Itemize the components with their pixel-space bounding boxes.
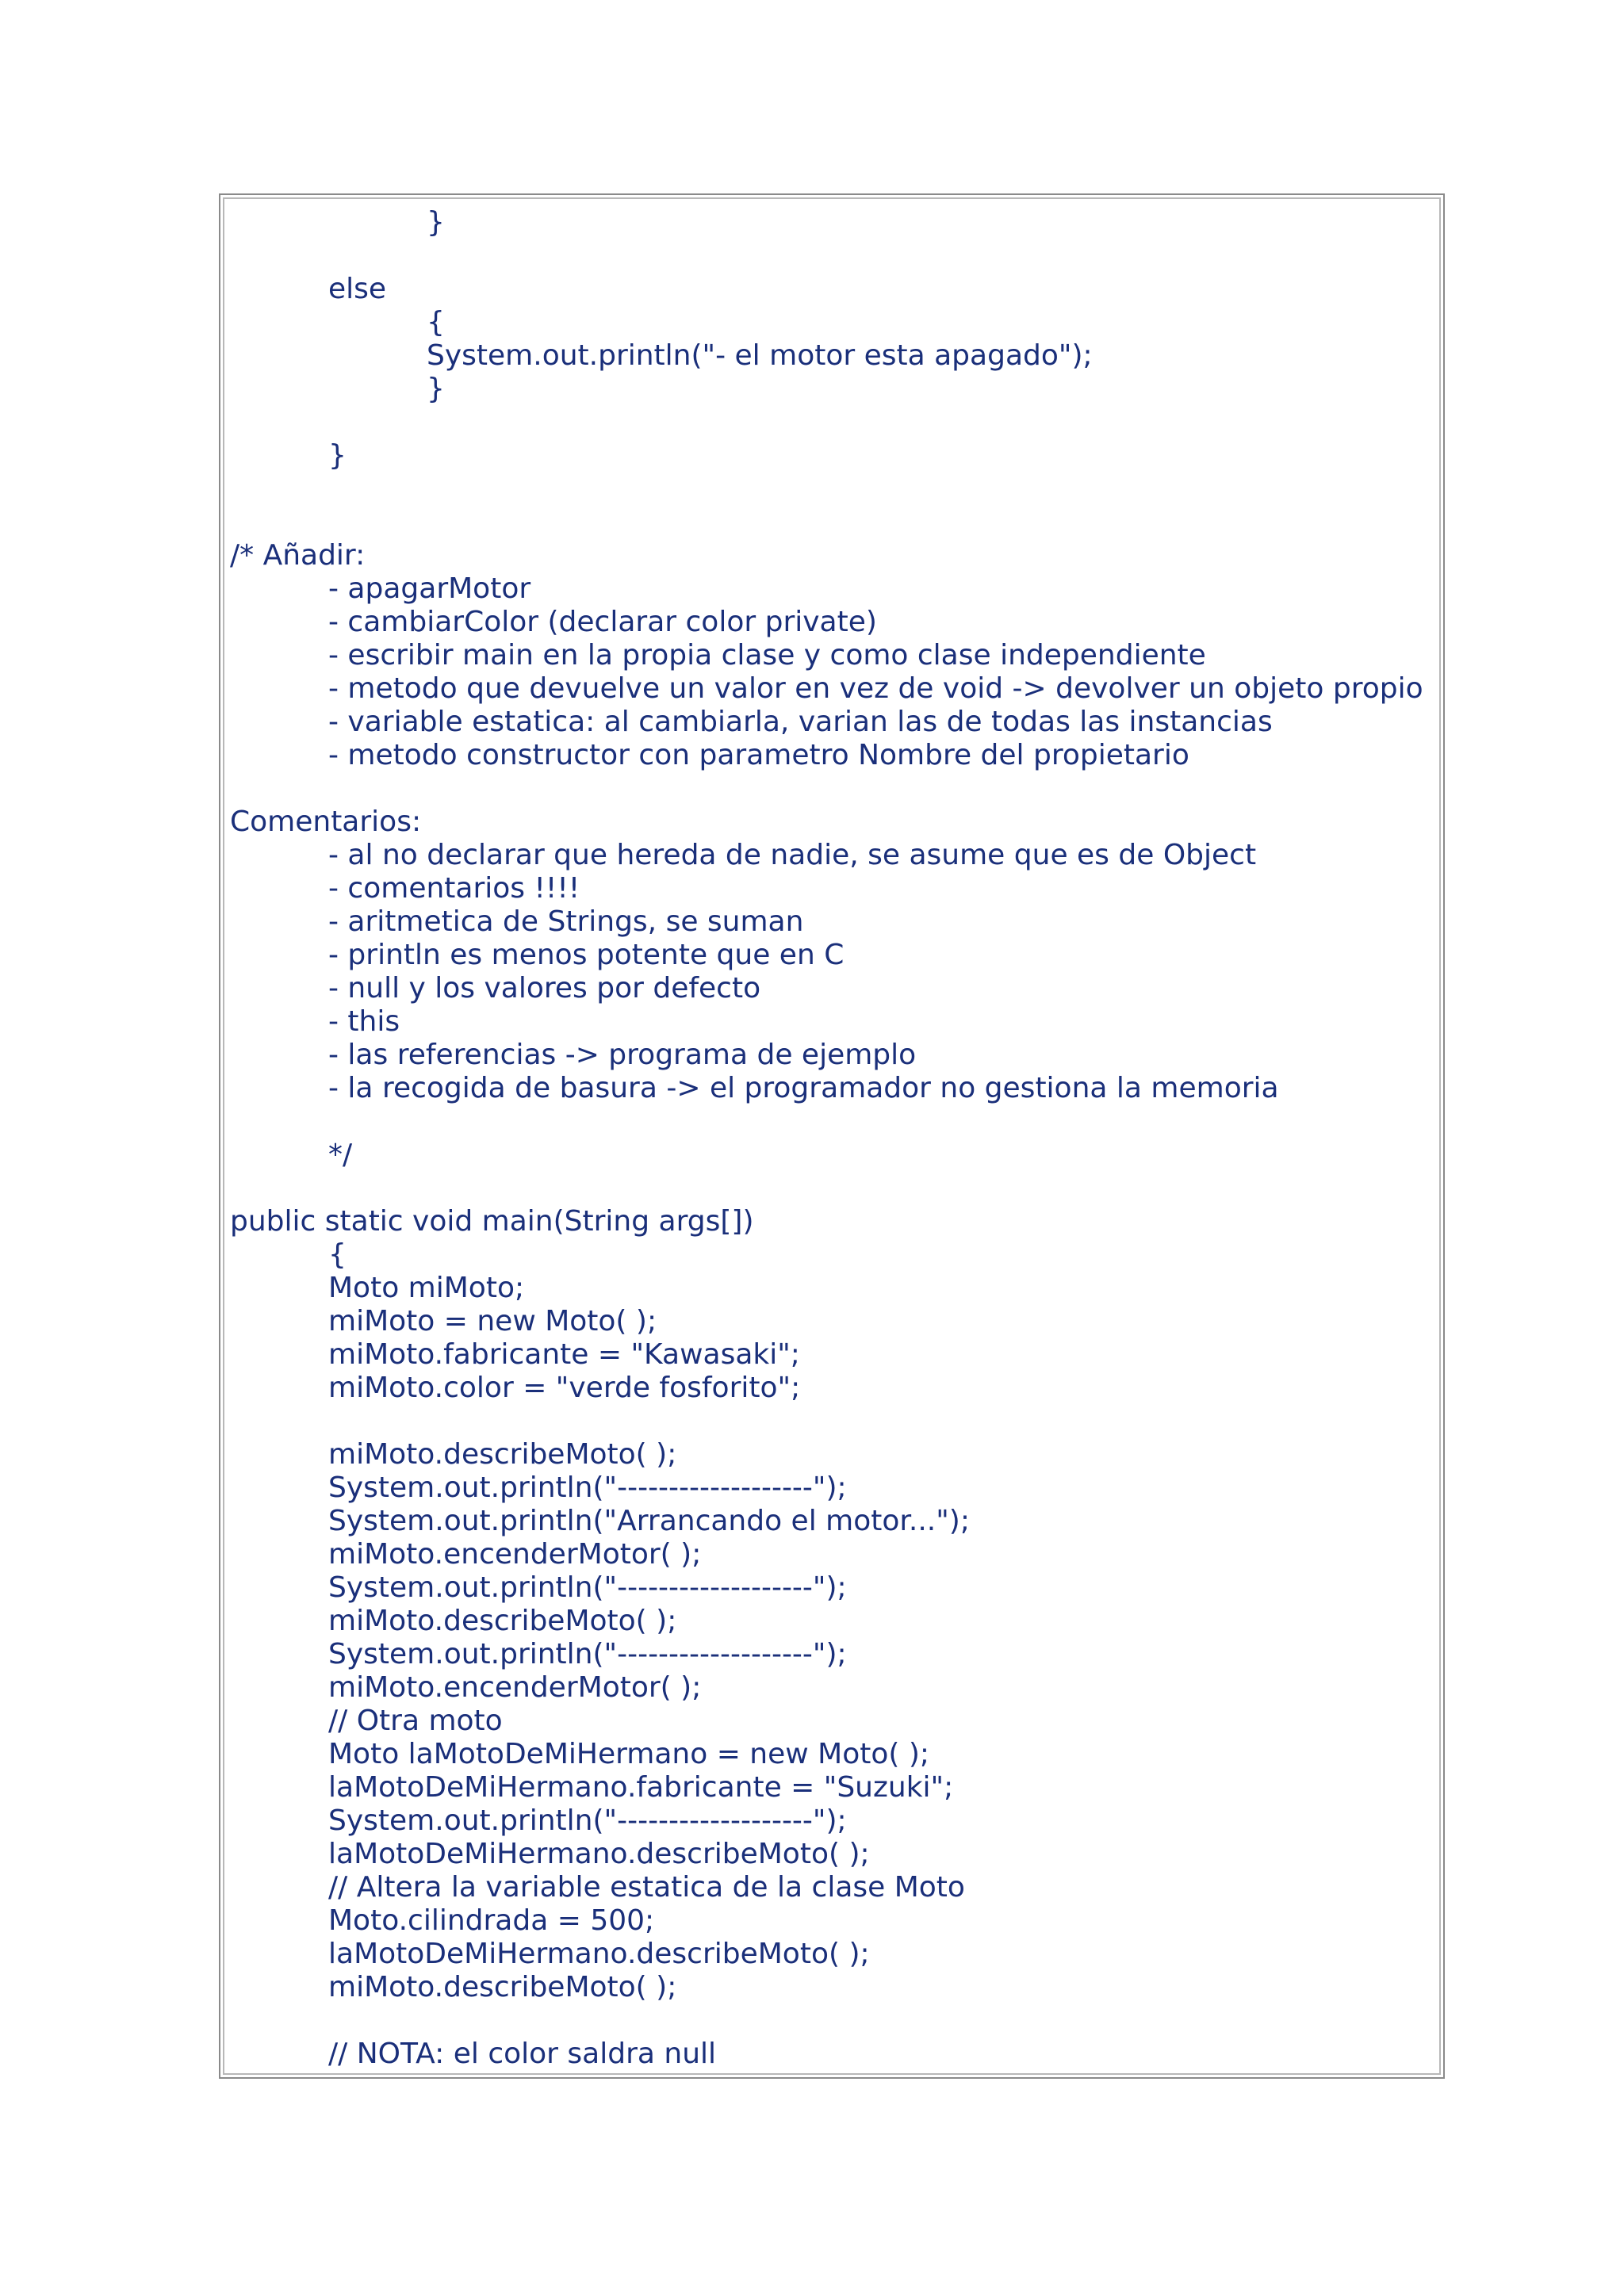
code-line: - metodo que devuelve un valor en vez de void -> devolver un objeto propio [328,672,1423,705]
code-line: Moto.cilindrada = 500; [328,1904,655,1937]
code-line: } [427,206,445,239]
code-line: - metodo constructor con parametro Nombre del propietario [328,739,1189,771]
code-line: - comentarios !!!! [328,872,580,905]
code-line: miMoto.describeMoto( ); [328,1438,677,1471]
code-line: Comentarios: [230,806,422,838]
code-line: // Otra moto [328,1705,503,1737]
code-line: - la recogida de basura -> el programador no gestiona la memoria [328,1072,1279,1104]
code-listing-box [219,193,1445,2079]
code-line: - variable estatica: al cambiarla, varian las de todas las instancias [328,706,1273,738]
code-line: - al no declarar que hereda de nadie, se asume que es de Object [328,839,1257,871]
code-line: // NOTA: el color saldra null [328,2038,717,2070]
code-line: laMotoDeMiHermano.describeMoto( ); [328,1838,870,1870]
code-line: System.out.println("-------------------"); [328,1471,847,1504]
code-line: - this [328,1005,400,1038]
blank-line [230,772,1435,806]
blank-line [230,506,1435,539]
code-line: else [328,273,387,305]
code-line: */ [328,1138,353,1171]
code-line: - aritmetica de Strings, se suman [328,905,804,938]
code-line: System.out.println("- el motor esta apagado"); [427,339,1093,372]
code-line: - las referencias -> programa de ejemplo [328,1039,917,1071]
code-line: { [427,306,445,339]
code-line: miMoto.describeMoto( ); [328,1971,677,2003]
code-line: miMoto.describeMoto( ); [328,1605,677,1637]
code-line: System.out.println("-------------------"); [328,1638,847,1670]
code-line: - apagarMotor [328,572,531,605]
code-line: miMoto = new Moto( ); [328,1305,657,1337]
code-line: laMotoDeMiHermano.fabricante = "Suzuki"; [328,1771,954,1804]
code-line: Moto laMotoDeMiHermano = new Moto( ); [328,1738,930,1770]
blank-line [230,473,1435,506]
code-line: /* Añadir: [230,539,366,572]
code-line: { [328,1238,347,1271]
blank-line [230,2004,1435,2038]
blank-line [230,406,1435,439]
code-line: // Altera la variable estatica de la clase Moto [328,1871,965,1904]
code-lines [230,206,1435,2071]
code-line: - cambiarColor (declarar color private) [328,606,877,638]
code-line: System.out.println("-------------------"); [328,1804,847,1837]
blank-line [230,1172,1435,1205]
code-line: } [328,439,347,472]
code-line: miMoto.fabricante = "Kawasaki"; [328,1338,800,1371]
code-line: miMoto.color = "verde fosforito"; [328,1372,801,1404]
code-line: System.out.println("-------------------"); [328,1571,847,1604]
code-line: - null y los valores por defecto [328,972,761,1004]
blank-line [230,1405,1435,1438]
code-line: miMoto.encenderMotor( ); [328,1671,702,1704]
code-line: - println es menos potente que en C [328,939,845,971]
blank-line [230,239,1435,273]
code-line: System.out.println("Arrancando el motor..."); [328,1505,970,1537]
code-line: public static void main(String args[]) [230,1205,754,1238]
code-line: miMoto.encenderMotor( ); [328,1538,702,1571]
code-line: - escribir main en la propia clase y como clase independiente [328,639,1206,672]
code-line: } [427,373,445,405]
code-line: laMotoDeMiHermano.describeMoto( ); [328,1938,870,1970]
blank-line [230,1105,1435,1138]
code-line: Moto miMoto; [328,1272,525,1304]
